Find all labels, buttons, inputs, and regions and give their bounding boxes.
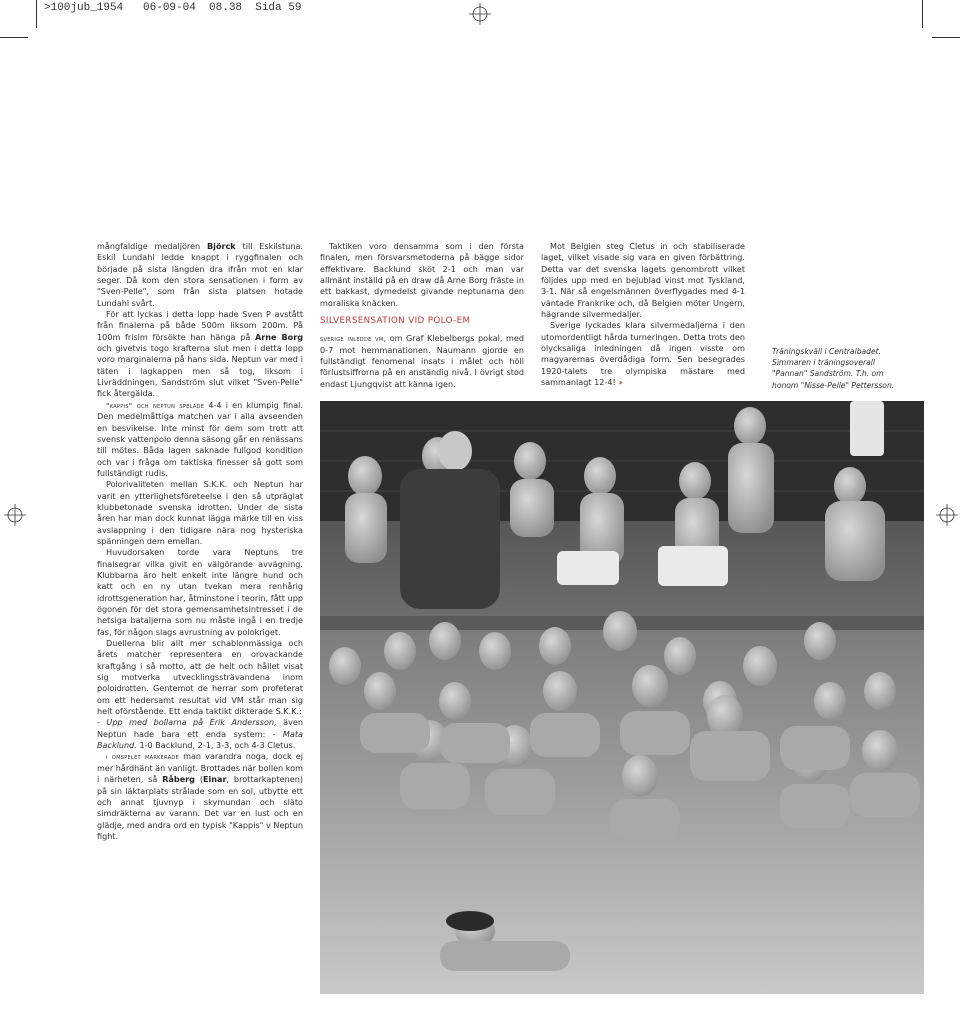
text-run: ( [194, 774, 203, 785]
print-slug: >100jub_1954 06-09-04 08.38 Sida 59 [44, 2, 302, 14]
column1-paragraph [97, 751, 303, 842]
crop-mark-top-right [932, 37, 960, 38]
text-run: Polorivaliteten mellan S.K.K. och Neptun har varit en ytterlighetsföreteelse i den så utpräglat klubbetonade svenska idrotten. Under de sista åren har man dock kunnat lägga märke till en viss avslappning i den tidigare nära nog hysteriska spänningen dem emellan. [97, 479, 303, 546]
column3-paragraph-2-text: Sverige lyckades klara silvermedaljerna i den utomordentligt hårda turneringen. Detta trots den olycksaliga inledningen då ingen visste om magyarernas överdådiga form. Sen besegrades 1920-talets tre olympiska mästare med sammanlagt 12-4! [541, 320, 745, 388]
column3-paragraph-1: Mot Belgien steg Cletus in och stabiliserade laget, vilket visade sig vara en given förbättring. Detta var det svenska lagets genombrott vilket följdes upp med en bejublad vinst mot Tyskland, 3-1. När så engelsmännen överflygades med 4-1 väntade Frankrike och, då Belgien möter Ungern, hägrande silvermedaljer. [541, 241, 745, 320]
column2-body [320, 333, 524, 390]
column3-paragraph-2 [541, 320, 745, 388]
column1-paragraph [97, 479, 303, 547]
column1-paragraph [97, 717, 303, 751]
text-run: Arne Borg [255, 331, 303, 342]
text-run: För att lyckas i detta lopp hade Sven P avstått från finalerna på både 500m liksom 200m. På 100m frisim försökte han hänga på [97, 309, 303, 342]
crop-mark-top-left-v [36, 0, 37, 28]
column1-paragraph [97, 547, 303, 638]
column1-paragraph [97, 241, 303, 309]
article-column-1 [97, 241, 303, 842]
text-run: , brottarkaptenen) på sin läktarplats strålade som en sol, utbytte ett och annat tjuvnyp i skymundan och släto simdräkterna av varann. Det var en lust och en glädje, med andra ord en typisk "Kappis" v Neptun fight. [97, 774, 303, 841]
text-run: till Eskilstuna. Eskil Lundahl ledde knappt i ryggfinalen och började på sista längden dra ifrån mot en klar seger. Då kom den stora sensationen i form av "Sven-Pelle", som från sista platsen hotade Lundahl svårt. [97, 241, 303, 308]
registration-mark-top [469, 3, 491, 25]
article-column-2 [320, 241, 524, 390]
text-run: mångfaldige medaljören [97, 241, 208, 251]
swimming-pool-team-photo [320, 401, 924, 994]
text-run: Råberg [162, 774, 195, 785]
text-run: - Upp med bollarna på Erik Andersson, [97, 717, 277, 728]
text-run: Einar [202, 774, 227, 785]
column1-paragraph [97, 638, 303, 717]
section-heading: SILVERSENSATION VID POLO-EM [320, 316, 471, 327]
text-run: - Mata Backlund. [97, 728, 303, 751]
article-column-3 [541, 241, 745, 388]
column2-body-text: om Graf Klebelbergs pokal, med 0-7 mot hemmanationen. Naumann gjorde en fullständigt fenomenal insats i målet och höll förlustsiffrorna på en anständig nivå. I övrigt stod endast Ljungqvist att känna igen. [320, 333, 524, 389]
text-run: även Neptun hade bara ett enda system: [97, 717, 303, 739]
text-run: 4-4 i en klumpig final. Den medelmåttiga matchen var i alla avseenden en besvikelse. Inte minst för dem som trott att svensk vattenpolo denna säsong går en renässans till mötes. Båda lagen saknade fullgod kondition och var i fråga om taktiska finesser så gott som fullständigt rudis. [97, 399, 303, 478]
registration-mark-right [936, 504, 958, 526]
column1-paragraph [97, 309, 303, 400]
registration-mark-left [4, 504, 26, 526]
column2-intro: Taktiken voro densamma som i den första finalen, men försvarsmetoderna på bägge sidor effektivare. Backlund sköt 2-1 och man var allmänt inställd på en draw då Arne Borg fräste in ett bakkast, dymedelst givande neptunarna den moraliska knäcken. [320, 241, 524, 308]
text-run: man varandra noga, dock ej mer hårdhänt än vanligt. Brottades när bollen kom i närheten, så [97, 751, 303, 785]
photo-caption: Träningskväll i Centralbadet. Simmaren i träningsoverall "Pannan" Sandström. T.h. om honom "Nisse-Pelle" Pettersson. [772, 347, 895, 390]
text-run: Björck [207, 241, 236, 251]
column2-lead: sverige inledde vm, [320, 334, 387, 344]
text-run: i omspelet markerade [106, 752, 180, 762]
text-run: "kappis" och neptun spelade [106, 400, 205, 410]
text-run: Duellerna blir allt mer schablonmässiga och årets matcher representera en orovackande kraftgång i så motto, att de helt och hållet visat sig motverka utvecklingssträvandena inom poloidrotten. Gentemot de herrar som profeterat om ett hedersamt resultat vid VM står man sig helt oförstående. Ett enda taktikt dikterade S.K.K.: [97, 638, 303, 717]
text-run: och givetvis togo krafterna slut men i detta lopp voro marginalerna på hans sida. Neptun var med i täten i lagkappen men så tog, liksom i Livräddningen, Sandström slut vilket "Sven-Pelle" fick återgälda. [97, 343, 303, 399]
text-run: 1-0 Backlund, 2-1, 3-3, och 4-3 Cletus. [136, 740, 296, 751]
continue-arrow-icon: ›› [618, 378, 621, 388]
crop-mark-top-left [0, 37, 28, 38]
text-run: Huvudorsaken torde vara Neptuns tre finalsegrar vilka givit en välgörande avvägning. Klubbarna äro helt enkelt inte längre hund och katt och en ny utan tvekan mera renhårig idrottsgeneration har, åtminstone i teorin, fått upp ögonen för det stora gemensamhetsintresset i de hetsiga bataljerna som nu måste ingå i en tredje fas, för någon slags avrustning av polokriget. [97, 547, 303, 637]
column1-paragraph [97, 400, 303, 479]
crop-mark-top-right-v [922, 0, 923, 28]
